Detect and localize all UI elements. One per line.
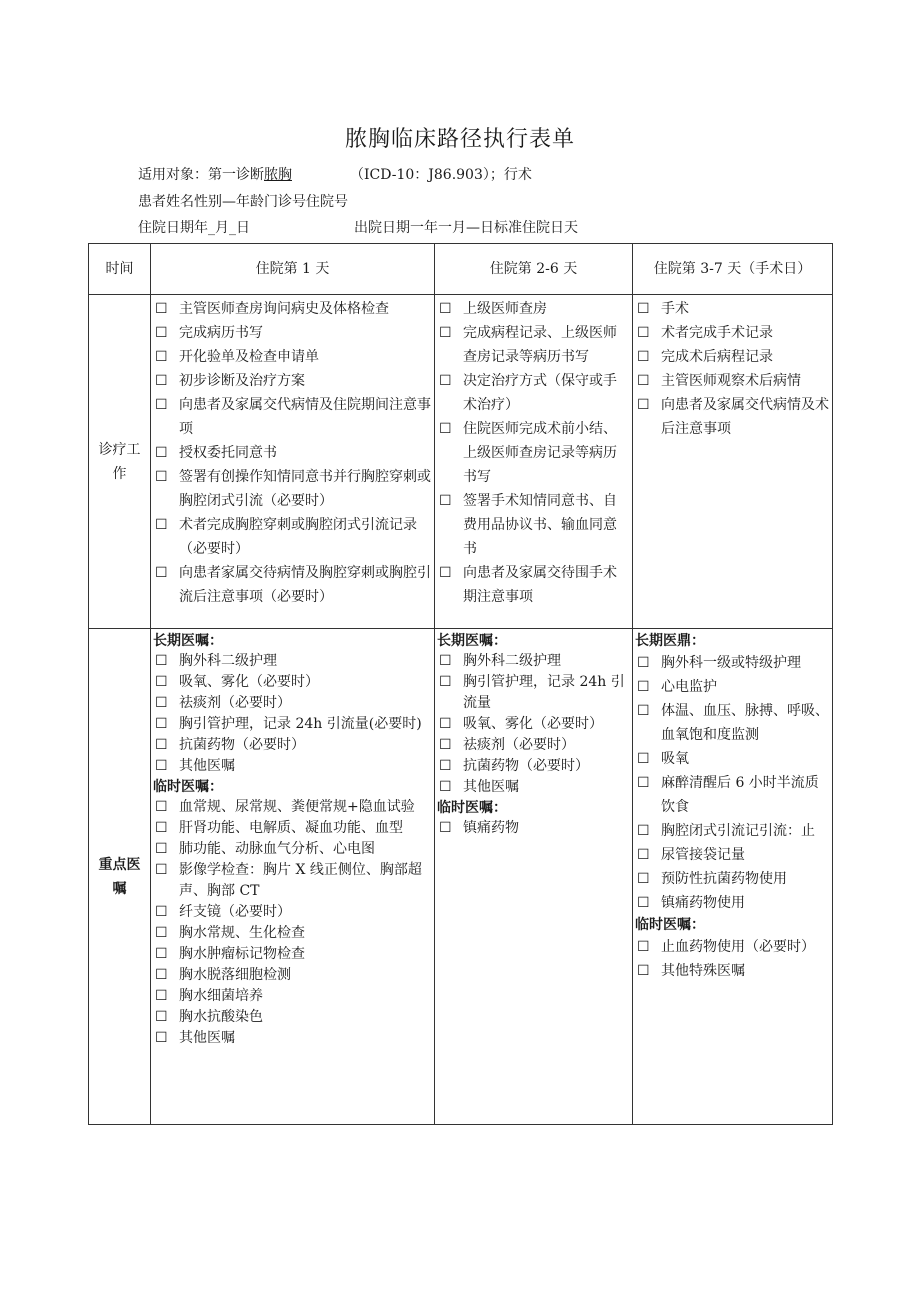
checkbox-icon[interactable]: ☐ bbox=[637, 871, 650, 887]
checklist-item[interactable] bbox=[437, 489, 630, 561]
checklist-item-label: 完成病历书写 bbox=[179, 325, 263, 341]
checklist-item-label: 镇痛药物 bbox=[463, 820, 519, 836]
checklist-item[interactable] bbox=[437, 818, 630, 839]
checklist-item-label: 体温、血压、脉搏、呼吸、血氧饱和度监测 bbox=[661, 703, 829, 743]
checkbox-icon[interactable]: ☐ bbox=[155, 716, 168, 732]
checklist-item[interactable] bbox=[437, 297, 630, 321]
checklist-item-label: 胸外科二级护理 bbox=[463, 653, 561, 669]
checkbox-icon[interactable]: ☐ bbox=[155, 967, 168, 983]
checkbox-icon[interactable]: ☐ bbox=[637, 373, 650, 389]
dates-line bbox=[138, 217, 578, 237]
checkbox-icon[interactable]: ☐ bbox=[155, 1030, 168, 1046]
checklist-item[interactable] bbox=[437, 735, 630, 756]
order-section-label: 长期医嘱： bbox=[437, 633, 507, 649]
header-day3-7: 住院第 3-7 天（手术日） bbox=[633, 244, 833, 295]
checklist-item-label: 胸引管护理，记录 24h 引流量(必要时) bbox=[179, 716, 422, 732]
checklist-item[interactable] bbox=[153, 986, 432, 1007]
checklist-item[interactable] bbox=[153, 818, 432, 839]
checklist-item[interactable] bbox=[153, 693, 432, 714]
checklist-item-label: 向患者及家属交待围手术期注意事项 bbox=[463, 565, 617, 605]
checklist-item[interactable] bbox=[635, 369, 830, 393]
checkbox-icon[interactable]: ☐ bbox=[155, 325, 168, 341]
checklist-item-label: 祛痰剂（必要时） bbox=[463, 737, 575, 753]
checklist-item-label: 吸氧 bbox=[661, 751, 689, 767]
checklist-item-label: 向患者及家属交代病情及住院期间注意事项 bbox=[179, 397, 431, 437]
checklist-item[interactable] bbox=[635, 843, 830, 867]
checklist-item-label: 胸引管护理，记录 24h 引流量 bbox=[463, 674, 625, 711]
checkbox-icon[interactable]: ☐ bbox=[155, 925, 168, 941]
checklist-item[interactable] bbox=[153, 561, 432, 609]
checkbox-icon[interactable]: ☐ bbox=[155, 301, 168, 317]
checkbox-icon[interactable]: ☐ bbox=[439, 716, 452, 732]
checkbox-icon[interactable]: ☐ bbox=[439, 653, 452, 669]
checklist-item[interactable] bbox=[437, 321, 630, 369]
work-day3-7-list bbox=[633, 295, 832, 445]
checklist-item-label: 止血药物使用（必要时） bbox=[661, 939, 815, 955]
checklist-item[interactable] bbox=[635, 675, 830, 699]
checklist-item[interactable] bbox=[153, 672, 432, 693]
checkbox-icon[interactable]: ☐ bbox=[439, 373, 452, 389]
checkbox-icon[interactable]: ☐ bbox=[155, 862, 168, 878]
checklist-item[interactable] bbox=[153, 345, 432, 369]
checklist-item-label: 授权委托同意书 bbox=[179, 445, 277, 461]
checklist-item-label: 胸水常规、生化检查 bbox=[179, 925, 305, 941]
checkbox-icon[interactable]: ☐ bbox=[439, 820, 452, 836]
checklist-item-label: 抗菌药物（必要时） bbox=[179, 737, 305, 753]
checklist-item-label: 术者完成手术记录 bbox=[661, 325, 773, 341]
clinical-pathway-table bbox=[88, 243, 833, 1125]
checklist-item-label: 肺功能、动脉血气分析、心电图 bbox=[179, 841, 375, 857]
checklist-item[interactable] bbox=[437, 561, 630, 609]
checklist-item[interactable] bbox=[635, 321, 830, 345]
checklist-item[interactable] bbox=[153, 923, 432, 944]
checklist-item-label: 胸水脱落细胞检测 bbox=[179, 967, 291, 983]
checkbox-icon[interactable]: ☐ bbox=[155, 841, 168, 857]
checklist-item-label: 镇痛药物使用 bbox=[661, 895, 745, 911]
checklist-item-label: 上级医师查房 bbox=[463, 301, 547, 317]
checkbox-icon[interactable]: ☐ bbox=[155, 988, 168, 1004]
diagnosis-name: 脓胸 bbox=[264, 167, 292, 183]
work-row bbox=[89, 295, 833, 629]
checkbox-icon[interactable]: ☐ bbox=[155, 737, 168, 753]
checklist-item-label: 其他医嘱 bbox=[463, 779, 519, 795]
checkbox-icon[interactable]: ☐ bbox=[155, 904, 168, 920]
page-title: 脓胸临床路径执行表单 bbox=[344, 127, 575, 152]
checklist-item-label: 初步诊断及治疗方案 bbox=[179, 373, 305, 389]
checkbox-icon[interactable]: ☐ bbox=[155, 674, 168, 690]
checkbox-icon[interactable]: ☐ bbox=[637, 895, 650, 911]
work-row-label: 诊疗工作 bbox=[89, 295, 151, 629]
patient-info-line: 患者姓名性别—年龄门诊号住院号 bbox=[138, 194, 348, 210]
checklist-item-label: 主管医师观察术后病情 bbox=[661, 373, 801, 389]
checkbox-icon[interactable]: ☐ bbox=[637, 823, 650, 839]
discharge-date: 出院日期一年一月—日标准住院日天 bbox=[354, 220, 578, 236]
checklist-item-label: 其他特殊医嘱 bbox=[661, 963, 745, 979]
checklist-item[interactable] bbox=[153, 944, 432, 965]
checklist-item-label: 住院医师完成术前小结、上级医师查房记录等病历书写 bbox=[463, 421, 617, 485]
checklist-item-label: 影像学检查：胸片 X 线正侧位、胸部超声、胸部 CT bbox=[179, 862, 422, 899]
checkbox-icon[interactable]: ☐ bbox=[439, 779, 452, 795]
checklist-item[interactable] bbox=[635, 891, 830, 915]
checkbox-icon[interactable]: ☐ bbox=[439, 737, 452, 753]
admission-date: 住院日期年_月_日 bbox=[138, 220, 250, 236]
order-section-label: 临时医嘱： bbox=[635, 917, 705, 933]
checklist-item[interactable] bbox=[153, 393, 432, 441]
checklist-item[interactable] bbox=[153, 797, 432, 818]
orders-row bbox=[89, 629, 833, 1125]
checklist-item-label: 向患者家属交待病情及胸腔穿刺或胸腔引流后注意事项（必要时） bbox=[179, 565, 431, 605]
checklist-item[interactable] bbox=[437, 777, 630, 798]
header-time: 时间 bbox=[89, 244, 151, 295]
checklist-item[interactable] bbox=[635, 819, 830, 843]
checkbox-icon[interactable]: ☐ bbox=[155, 653, 168, 669]
checklist-item[interactable] bbox=[153, 839, 432, 860]
checklist-item-label: 胸水抗酸染色 bbox=[179, 1009, 263, 1025]
checklist-item-label: 完成术后病程记录 bbox=[661, 349, 773, 365]
checkbox-icon[interactable]: ☐ bbox=[637, 301, 650, 317]
checkbox-icon[interactable]: ☐ bbox=[155, 445, 168, 461]
checkbox-icon[interactable]: ☐ bbox=[637, 325, 650, 341]
checkbox-icon[interactable]: ☐ bbox=[637, 939, 650, 955]
checklist-item[interactable] bbox=[635, 345, 830, 369]
checklist-item-label: 血常规、尿常规、粪便常规+隐血试验 bbox=[179, 799, 415, 815]
orders-day1-list bbox=[151, 629, 434, 1053]
checkbox-icon[interactable]: ☐ bbox=[155, 397, 168, 413]
checklist-item-label: 心电监护 bbox=[661, 679, 717, 695]
checklist-item[interactable] bbox=[153, 714, 432, 735]
checklist-item[interactable] bbox=[437, 651, 630, 672]
checklist-item-label: 胸外科二级护理 bbox=[179, 653, 277, 669]
order-section-label: 长期医嘱： bbox=[153, 633, 223, 649]
applicable-object-line bbox=[138, 164, 532, 184]
checkbox-icon[interactable]: ☐ bbox=[155, 469, 168, 485]
applicable-object-prefix: 适用对象：第一诊断 bbox=[138, 167, 264, 183]
orders-row-label: 重点医嘱 bbox=[89, 629, 151, 1125]
checklist-item-label: 开化验单及检查申请单 bbox=[179, 349, 319, 365]
checklist-item[interactable] bbox=[635, 935, 830, 959]
checklist-item-label: 抗菌药物（必要时） bbox=[463, 758, 589, 774]
checklist-item-label: 胸腔闭式引流记引流：止 bbox=[661, 823, 815, 839]
checkbox-icon[interactable]: ☐ bbox=[439, 325, 452, 341]
checklist-item-label: 纤支镜（必要时） bbox=[179, 904, 291, 920]
checkbox-icon[interactable]: ☐ bbox=[439, 301, 452, 317]
checklist-item[interactable] bbox=[635, 699, 830, 747]
work-day2-6-list bbox=[435, 295, 632, 613]
checkbox-icon[interactable]: ☐ bbox=[155, 758, 168, 774]
checkbox-icon[interactable]: ☐ bbox=[155, 695, 168, 711]
checklist-item[interactable] bbox=[153, 297, 432, 321]
checklist-item-label: 签署有创操作知情同意书并行胸腔穿刺或胸腔闭式引流（必要时） bbox=[179, 469, 431, 509]
checklist-item[interactable] bbox=[153, 513, 432, 561]
checklist-item-label: 肝肾功能、电解质、凝血功能、血型 bbox=[179, 820, 403, 836]
checklist-item[interactable] bbox=[437, 756, 630, 777]
checklist-item[interactable] bbox=[153, 369, 432, 393]
checkbox-icon[interactable]: ☐ bbox=[155, 349, 168, 365]
checklist-item-label: 主管医师查房询问病史及体格检查 bbox=[179, 301, 389, 317]
checklist-item-label: 麻醉清醒后 6 小时半流质饮食 bbox=[661, 775, 819, 815]
checkbox-icon[interactable]: ☐ bbox=[637, 775, 650, 791]
checklist-item[interactable] bbox=[635, 771, 830, 819]
checklist-item[interactable] bbox=[635, 867, 830, 891]
checkbox-icon[interactable]: ☐ bbox=[637, 679, 650, 695]
checklist-item[interactable] bbox=[437, 714, 630, 735]
checklist-item[interactable] bbox=[635, 747, 830, 771]
checklist-item-label: 术者完成胸腔穿刺或胸腔闭式引流记录（必要时） bbox=[179, 517, 417, 557]
checklist-item[interactable] bbox=[153, 860, 432, 902]
checklist-item[interactable] bbox=[153, 1007, 432, 1028]
checkbox-icon[interactable]: ☐ bbox=[637, 751, 650, 767]
checklist-item-label: 胸水肿瘤标记物检查 bbox=[179, 946, 305, 962]
checklist-item[interactable] bbox=[153, 321, 432, 345]
order-section-label: 临时医嘱： bbox=[437, 800, 507, 816]
checklist-item[interactable] bbox=[153, 441, 432, 465]
icd-code: （ICD-10：J86.903）；行术 bbox=[350, 167, 532, 183]
header-day1: 住院第 1 天 bbox=[151, 244, 435, 295]
checklist-item-label: 吸氧、雾化（必要时） bbox=[179, 674, 319, 690]
checkbox-icon[interactable]: ☐ bbox=[439, 758, 452, 774]
checklist-item[interactable] bbox=[153, 651, 432, 672]
checklist-item[interactable] bbox=[635, 297, 830, 321]
checkbox-icon[interactable]: ☐ bbox=[155, 373, 168, 389]
checkbox-icon[interactable]: ☐ bbox=[155, 565, 168, 581]
checklist-item[interactable] bbox=[153, 965, 432, 986]
work-day1-list bbox=[151, 295, 434, 613]
checklist-item[interactable] bbox=[635, 959, 830, 983]
checklist-item-label: 完成病程记录、上级医师查房记录等病历书写 bbox=[463, 325, 617, 365]
checkbox-icon[interactable]: ☐ bbox=[637, 963, 650, 979]
checklist-item-label: 预防性抗菌药物使用 bbox=[661, 871, 787, 887]
checklist-item[interactable] bbox=[153, 1028, 432, 1049]
orders-day3-7-list bbox=[633, 629, 832, 987]
checkbox-icon[interactable]: ☐ bbox=[155, 946, 168, 962]
checkbox-icon[interactable]: ☐ bbox=[637, 703, 650, 719]
checklist-item-label: 吸氧、雾化（必要时） bbox=[463, 716, 603, 732]
checkbox-icon[interactable]: ☐ bbox=[637, 655, 650, 671]
checklist-item-label: 胸外科一级或特级护理 bbox=[661, 655, 801, 671]
checklist-item[interactable] bbox=[437, 417, 630, 489]
checkbox-icon[interactable]: ☐ bbox=[155, 1009, 168, 1025]
checklist-item[interactable] bbox=[153, 465, 432, 513]
checkbox-icon[interactable]: ☐ bbox=[439, 674, 452, 690]
checklist-item[interactable] bbox=[153, 735, 432, 756]
checkbox-icon[interactable]: ☐ bbox=[155, 799, 168, 815]
checklist-item-label: 手术 bbox=[661, 301, 689, 317]
header-day2-6: 住院第 2-6 天 bbox=[435, 244, 633, 295]
checklist-item-label: 其他医嘱 bbox=[179, 758, 235, 774]
checklist-item-label: 尿管接袋记量 bbox=[661, 847, 745, 863]
checklist-item-label: 决定治疗方式（保守或手术治疗） bbox=[463, 373, 617, 413]
checkbox-icon[interactable]: ☐ bbox=[155, 820, 168, 836]
checklist-item[interactable] bbox=[635, 393, 830, 441]
checklist-item[interactable] bbox=[437, 672, 630, 714]
table-header-row bbox=[89, 244, 833, 295]
checklist-item[interactable] bbox=[153, 902, 432, 923]
order-section-label: 长期医鼎： bbox=[635, 633, 705, 649]
checkbox-icon[interactable]: ☐ bbox=[439, 421, 452, 437]
checkbox-icon[interactable]: ☐ bbox=[439, 565, 452, 581]
orders-day2-6-list bbox=[435, 629, 632, 843]
checklist-item-label: 其他医嘱 bbox=[179, 1030, 235, 1046]
checklist-item-label: 胸水细菌培养 bbox=[179, 988, 263, 1004]
checklist-item[interactable] bbox=[153, 756, 432, 777]
checkbox-icon[interactable]: ☐ bbox=[637, 349, 650, 365]
checkbox-icon[interactable]: ☐ bbox=[637, 397, 650, 413]
checkbox-icon[interactable]: ☐ bbox=[439, 493, 452, 509]
checklist-item-label: 祛痰剂（必要时） bbox=[179, 695, 291, 711]
checklist-item-label: 签署手术知情同意书、自费用品协议书、输血同意书 bbox=[463, 493, 617, 557]
checklist-item[interactable] bbox=[437, 369, 630, 417]
checklist-item-label: 向患者及家属交代病情及术后注意事项 bbox=[661, 397, 829, 437]
checkbox-icon[interactable]: ☐ bbox=[637, 847, 650, 863]
checkbox-icon[interactable]: ☐ bbox=[155, 517, 168, 533]
order-section-label: 临时医嘱： bbox=[153, 779, 223, 795]
checklist-item[interactable] bbox=[635, 651, 830, 675]
